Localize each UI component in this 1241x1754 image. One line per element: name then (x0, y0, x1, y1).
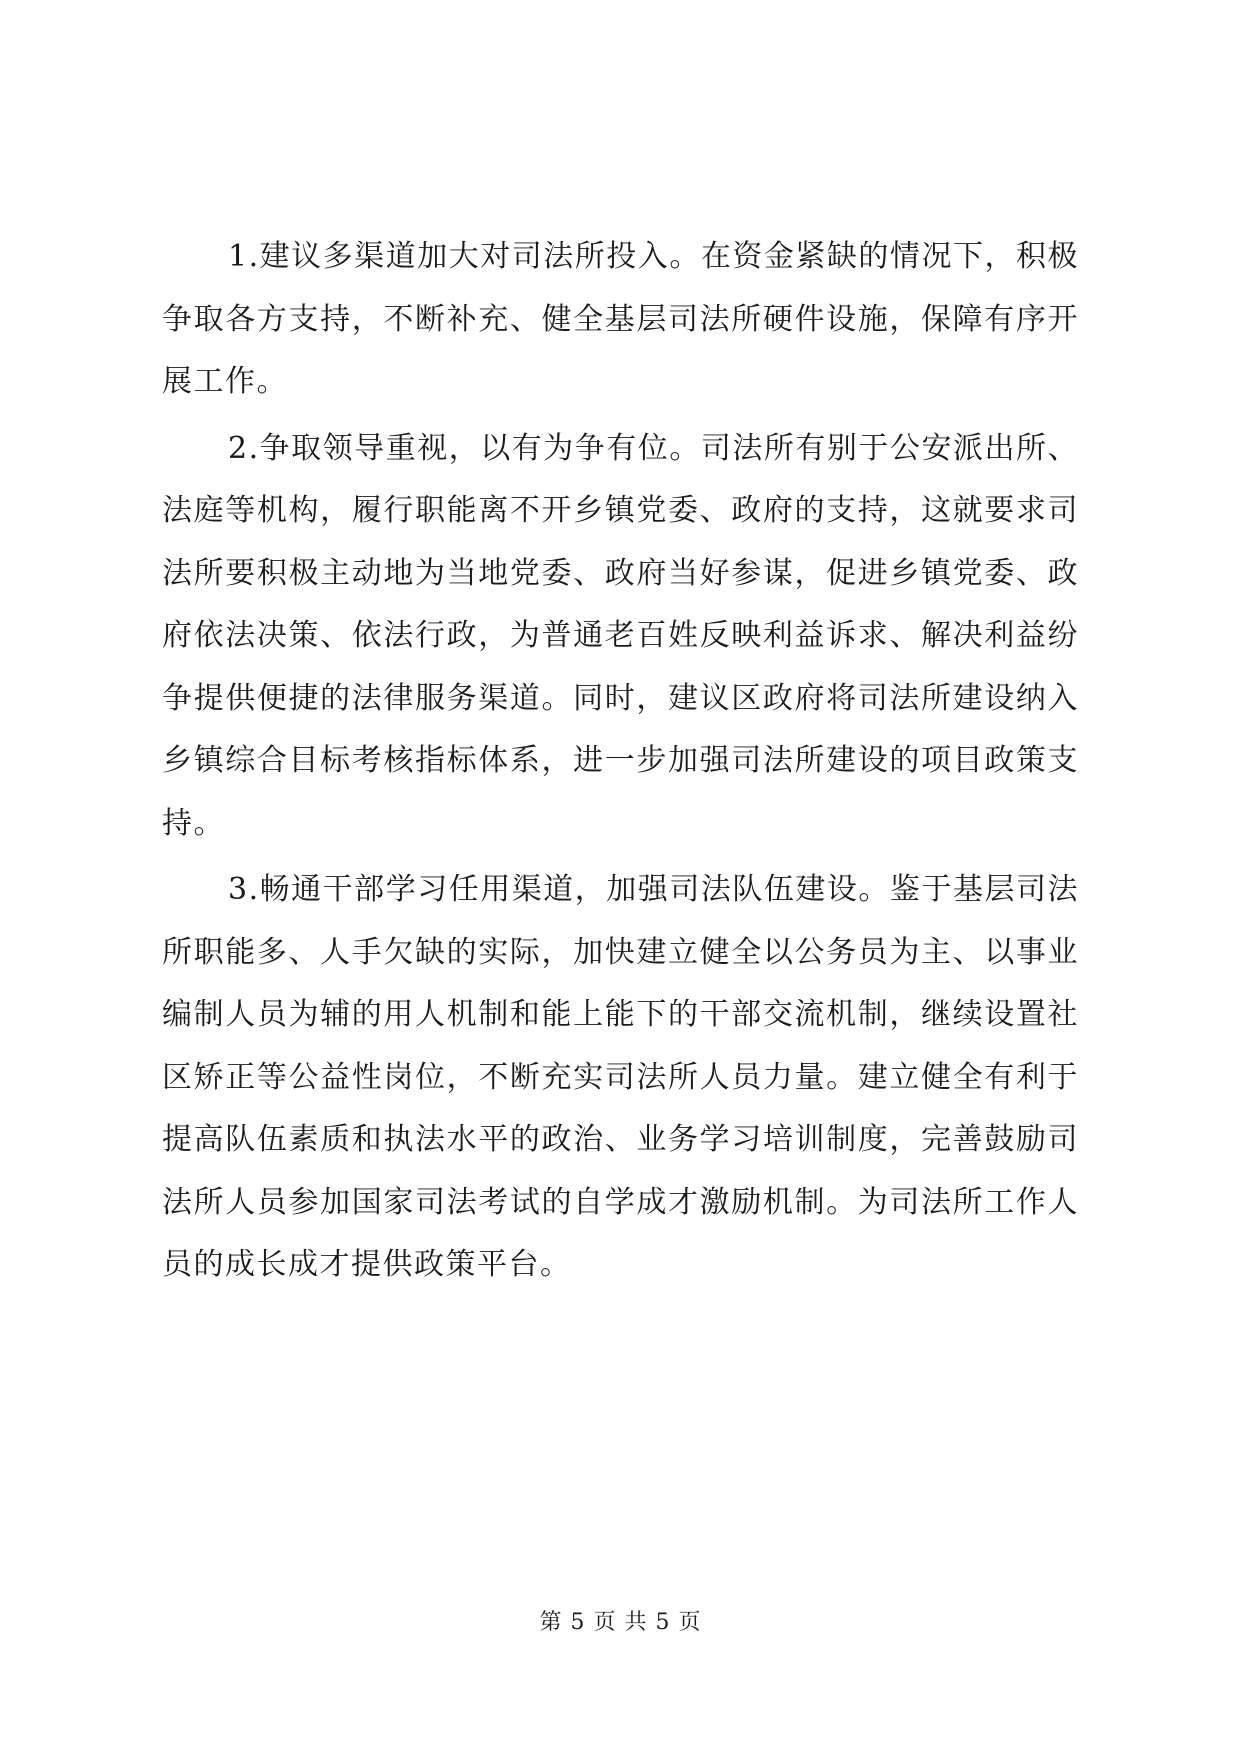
paragraph-3: 3.畅通干部学习任用渠道，加强司法队伍建设。鉴于基层司法所职能多、人手欠缺的实际，加快建立健全以公务员为主、以事业编制人员为辅的用人机制和能上能下的干部交流机制，继续设置社区矫正等公益性岗位，不断充实司法所人员力量。建立健全有利于提高队伍素质和执法水平的政治、业务学习培训制度，完善鼓励司法所人员参加国家司法考试的自学成才激励机制。为司法所工作人员的成长成才提供政策平台。 (162, 872, 1079, 1282)
paragraph-1: 1.建议多渠道加大对司法所投入。在资金紧缺的情况下，积极争取各方支持，不断补充、健全基层司法所硬件设施，保障有序开展工作。 (162, 239, 1079, 399)
document-body (162, 226, 1079, 1297)
page-number-footer: 第 5 页 共 5 页 (539, 1610, 702, 1635)
paragraph-2: 2.争取领导重视，以有为争有位。司法所有别于公安派出所、法庭等机构，履行职能离不开乡镇党委、政府的支持，这就要求司法所要积极主动地为当地党委、政府当好参谋，促进乡镇党委、政府依法决策、依法行政，为普通老百姓反映利益诉求、解决利益纷争提供便捷的法律服务渠道。同时，建议区政府将司法所建设纳入乡镇综合目标考核指标体系，进一步加强司法所建设的项目政策支持。 (162, 430, 1079, 841)
